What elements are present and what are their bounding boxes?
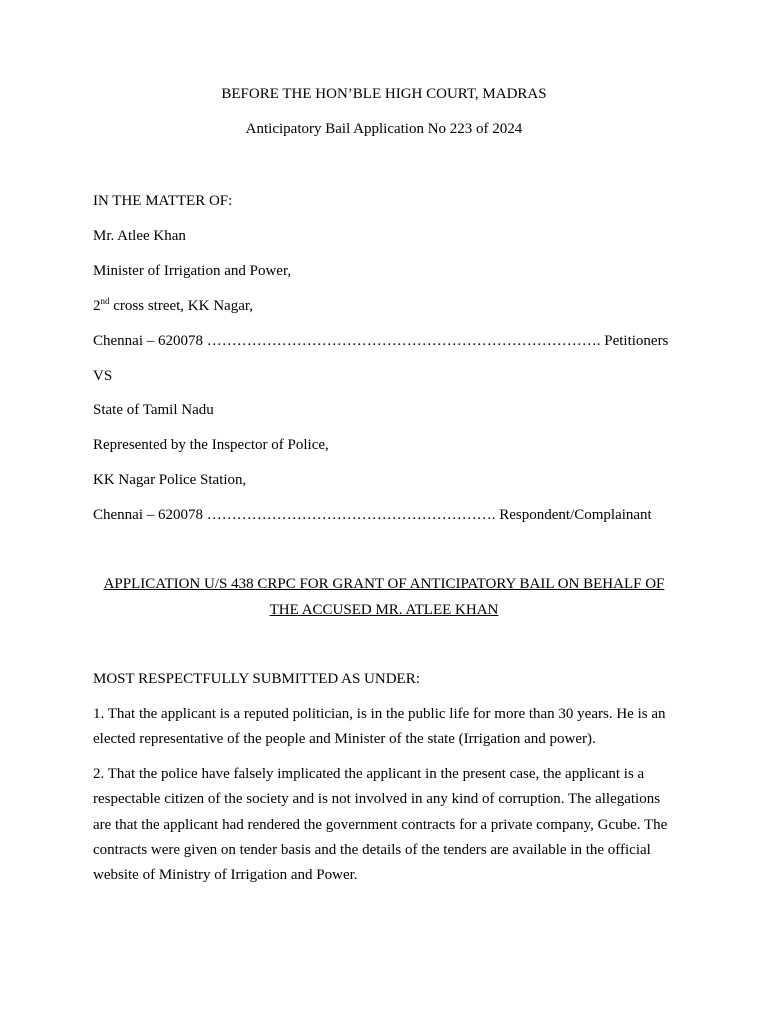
address-ordinal: nd bbox=[100, 296, 110, 306]
address-number: 2 bbox=[93, 298, 101, 314]
application-number: Anticipatory Bail Application No 223 of 2024 bbox=[245, 121, 523, 137]
petitioner-name: Mr. Atlee Khan bbox=[93, 228, 186, 244]
submitted-heading: MOST RESPECTFULLY SUBMITTED AS UNDER: bbox=[93, 671, 420, 687]
application-title-line-1: APPLICATION U/S 438 CRPC FOR GRANT OF ANTICIPATORY BAIL ON BEHALF OF bbox=[103, 576, 665, 592]
respondent-represented-by: Represented by the Inspector of Police, bbox=[93, 437, 329, 453]
respondent-name: State of Tamil Nadu bbox=[93, 402, 214, 418]
paragraph-1: 1. That the applicant is a reputed politician, is in the public life for more than 30 years. He is an elected representative of the people and Minister of the state (Irrigation and power). bbox=[93, 706, 666, 748]
petitioner-address bbox=[93, 296, 253, 316]
application-title-line-2: THE ACCUSED MR. ATLEE KHAN bbox=[269, 602, 499, 618]
respondent-city-line: Chennai – 620078 …………………………………………………. Respondent/Complainant bbox=[93, 507, 652, 523]
respondent-station: KK Nagar Police Station, bbox=[93, 472, 247, 488]
matter-intro: IN THE MATTER OF: bbox=[93, 193, 233, 209]
paragraph-2: 2. That the police have falsely implicated the applicant in the present case, the applicant is a respectable citizen of the society and is not involved in any kind of corruption. The allegations are that the applicant had rendered the government contracts for a private company, Gcube. The contracts were given on tender basis and the details of the tenders are available in the official website of Ministry of Irrigation and Power. bbox=[93, 766, 668, 884]
application-title bbox=[93, 571, 675, 623]
petitioner-city-line: Chennai – 620078 ……………………………………………………………………. Petitioners bbox=[93, 333, 669, 349]
versus-label: VS bbox=[93, 368, 113, 384]
address-street: cross street, KK Nagar, bbox=[109, 298, 254, 314]
petitioner-designation: Minister of Irrigation and Power, bbox=[93, 263, 292, 279]
court-heading: BEFORE THE HON’BLE HIGH COURT, MADRAS bbox=[221, 86, 547, 102]
